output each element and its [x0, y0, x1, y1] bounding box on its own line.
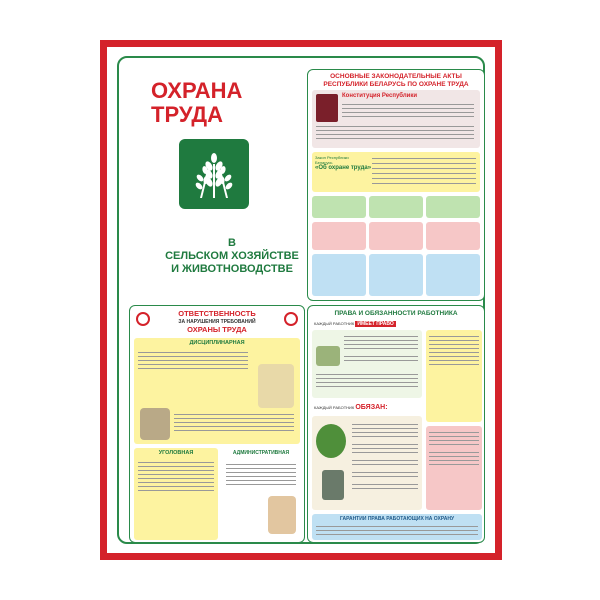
law-label [315, 155, 349, 165]
duties-block [312, 416, 422, 510]
guarantees-heading: ГАРАНТИИ ПРАВА РАБОТАЮЩИХ НА ОХРАНУ [339, 516, 455, 522]
responsibility-heading [130, 310, 304, 334]
administrative-label: АДМИНИСТРАТИВНАЯ [232, 450, 290, 456]
subtitle-line-1: В [228, 237, 236, 249]
pink-block-3 [426, 222, 480, 250]
has-right-prefix: КАЖДЫЙ РАБОТНИК [314, 321, 355, 326]
pink-block-2 [369, 222, 423, 250]
responsibility-heading-line-1: ОТВЕТСТВЕННОСТЬ [178, 309, 256, 318]
rights-heading: ПРАВА И ОБЯЗАННОСТИ РАБОТНИКА [334, 310, 458, 317]
subtitle-line-3: И ЖИВОТНОВОДСТВЕ [171, 263, 293, 275]
criminal-block [134, 448, 218, 540]
code-block-3 [426, 196, 480, 218]
tree-icon [316, 424, 346, 458]
blue-block-2 [369, 254, 423, 296]
responsibility-heading-line-3: ОХРАНЫ ТРУДА [187, 325, 247, 334]
must-prefix: КАЖДЫЙ РАБОТНИК [314, 405, 355, 410]
acts-heading-line-1: ОСНОВНЫЕ ЗАКОНОДАТЕЛЬНЫЕ АКТЫ [330, 73, 462, 80]
disciplinary-block [134, 338, 300, 444]
tractor-icon [316, 346, 340, 366]
responsibility-heading-line-2: ЗА НАРУШЕНИЯ ТРЕБОВАНИЙ [178, 319, 256, 325]
criminal-label: УГОЛОВНАЯ [158, 450, 194, 456]
administrative-block [222, 448, 300, 540]
worker-figure-icon [258, 364, 294, 408]
legislative-acts-panel [307, 69, 485, 301]
must-label [314, 404, 388, 411]
rights-block [312, 330, 422, 398]
law-block [312, 152, 480, 192]
law-label-line-1: Закон Республики [315, 155, 349, 160]
responsibility-panel [129, 305, 305, 543]
title-line-2: ТРУДА [151, 102, 223, 127]
constitution-book-icon [316, 94, 338, 122]
poster-title [151, 79, 291, 127]
title-line-1: ОХРАНА [151, 78, 243, 103]
rights-duties-panel [307, 305, 485, 543]
pink-block-1 [312, 222, 366, 250]
must-text: ОБЯЗАН: [355, 404, 388, 411]
acts-heading-line-2: РЕСПУБЛИКИ БЕЛАРУСЬ ПО ОХРАНЕ ТРУДА [323, 81, 469, 88]
subtitle-line-2: СЕЛЬСКОМ ХОЗЯЙСТВЕ [165, 250, 299, 262]
has-right-label [314, 321, 396, 327]
poster-subtitle [147, 237, 317, 276]
warning-icon-left [136, 312, 150, 326]
warning-icon-right [284, 312, 298, 326]
disciplinary-label: ДИСЦИПЛИНАРНАЯ [189, 340, 245, 346]
acts-heading [308, 73, 484, 89]
law-title: «Об охране труда» [315, 165, 372, 171]
blue-block-3 [426, 254, 480, 296]
rights-side-block [426, 330, 482, 422]
donkey-icon [140, 408, 170, 440]
poster-board [100, 40, 502, 560]
wheat-icon [179, 139, 249, 209]
constitution-title: Конституция Республики [342, 93, 418, 99]
law-label-line-2: Беларусь [315, 160, 333, 165]
code-block-2 [369, 196, 423, 218]
has-right-text: ИМЕЕТ ПРАВО [357, 321, 394, 327]
code-block-1 [312, 196, 366, 218]
blue-block-1 [312, 254, 366, 296]
guarantees-block [312, 514, 482, 540]
worker-icon [322, 470, 344, 500]
constitution-block [312, 90, 480, 148]
judge-icon [268, 496, 296, 534]
duties-side-block [426, 426, 482, 510]
